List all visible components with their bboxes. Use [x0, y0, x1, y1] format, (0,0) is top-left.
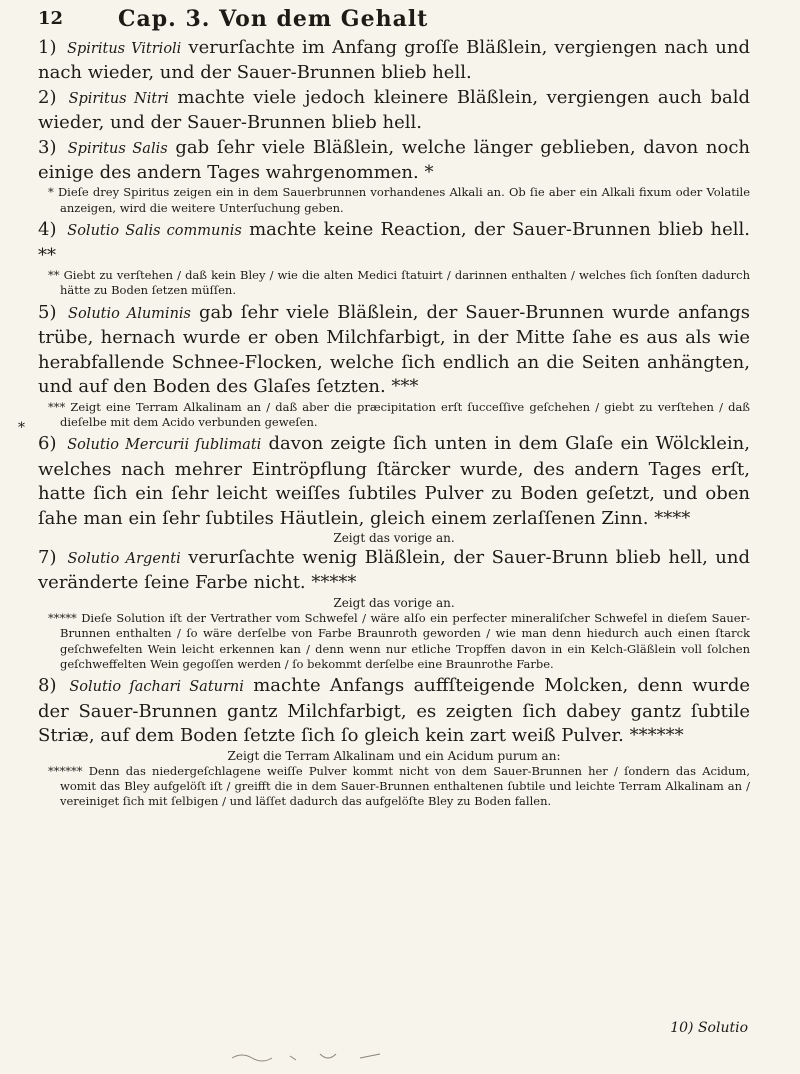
entry-latin-term: Solutio ſachari Saturni	[69, 679, 244, 696]
entry-latin-term: Spiritus Vitrioli	[67, 41, 182, 57]
entry-number: 7)	[38, 546, 57, 568]
running-title: Cap. 3. Von dem Gehalt	[118, 6, 429, 32]
entry-latin-term: Solutio Argenti	[67, 550, 181, 567]
entry-number: 5)	[38, 301, 57, 323]
footnote-6: Zeigt das vorige an.	[333, 530, 455, 545]
entry-latin-term: Solutio Aluminis	[68, 305, 191, 322]
entry-2	[38, 86, 750, 136]
entry-latin-term: Solutio Salis communis	[67, 223, 242, 240]
footnote-5: *** Zeigt eine Terram Alkalinam an / daß aber die præcipitation erſt ſucceſſive geſchehen / giebt zu verſtehen / daß dieſelbe mit dem Acido verbunden geweſen.	[48, 399, 750, 429]
entry-5	[38, 301, 750, 400]
entry-text: machte keine Reaction, der Sauer-Brunnen blieb hell. **	[38, 219, 750, 266]
page-number: 12	[38, 8, 64, 29]
entry-7	[38, 546, 750, 596]
entry-text: verurſachte im Anfang groſſe Bläßlein, vergiengen nach und nach wieder, und der Sauer-Brunnen blieb hell.	[38, 37, 750, 84]
entry-text: gab ſehr viele Bläßlein, der Sauer-Brunnen wurde anfangs trübe, hernach wurde er oben Milchfarbigt, in der Mitte ſahe es aus als wie herabfallende Schnee-Flocken, welche ſich endlich an die Seiten anhängten, und auf den Boden des Glaſes ſetzten. ***	[38, 301, 750, 398]
entry-number: 6)	[38, 433, 57, 455]
entry-6	[38, 432, 750, 531]
page-header	[38, 6, 750, 36]
entry-text: gab ſehr viele Bläßlein, welche länger geblieben, davon noch einige des andern Tages wahrgenommen. *	[38, 136, 750, 184]
entry-latin-term: Solutio Mercurii ſublimati	[67, 437, 262, 454]
footnote-8: ****** Denn das niedergeſchlagene weiſſe Pulver kommt nicht von dem Sauer-Brunnen her / ſondern das Acidum, womit das Bley aufgelöſt iſt / greifft die in dem Sauer-Brunnen enthaltenen ſubtile und leichte Terram Alkalinam an / vereiniget ſich mit ſelbigen / und läſſet dadurch das aufgelöſte Bley zu Boden fallen.	[48, 763, 750, 809]
entry-text: davon zeigte ſich unten in dem Glaſe ein Wölcklein, welches nach mehrer Eintröpflung ſtärcker wurde, des andern Tages erſt, hatte ſich ein ſehr leicht weiſſes ſubtiles Pulver zu Boden geſetzt, und oben ſahe man ein ſehr ſubtiles Häutlein, gleich einem zerlaſſenen Zinn. ****	[38, 433, 750, 529]
entry-1	[38, 36, 750, 86]
entry-latin-term: Spiritus Salis	[67, 140, 168, 157]
margin-mark-icon: *	[18, 420, 25, 436]
entry-number: 8)	[38, 675, 57, 697]
entry-number: 4)	[38, 219, 57, 241]
entry-number: 2)	[38, 86, 57, 108]
footnote-8-short: Zeigt die Terram Alkalinam und ein Acidum purum an:	[227, 748, 561, 763]
entry-text: machte viele jedoch kleinere Bläßlein, vergiengen auch bald wieder, und der Sauer-Brunnen blieb hell.	[38, 86, 751, 134]
catchword: 10) Solutio	[670, 1020, 748, 1036]
entry-latin-term: Spiritus Nitri	[68, 90, 169, 107]
footnote-7-short: Zeigt das vorige an.	[333, 595, 455, 610]
entry-text: verurſachte wenig Bläßlein, der Sauer-Brunn blieb hell, und veränderte ſeine Farbe nicht. *****	[38, 546, 750, 594]
entry-3	[38, 136, 750, 186]
margin-scribble-icon	[230, 1048, 410, 1064]
entry-number: 1)	[38, 37, 57, 58]
entry-text: machte Anfangs auffſteigende Molcken, denn wurde der Sauer-Brunnen gantz Milchfarbigt, es zeigten ſich dabey gantz ſubtile Striæ, auf dem Boden ſetzte ſich ſo gleich kein zart weiß Pulver. ******	[38, 675, 750, 747]
footnote-3: * Dieſe drey Spiritus zeigen ein in dem Sauerbrunnen vorhandenes Alkali an. Ob ſie aber ein Alkali fixum oder Volatile anzeigen, wird die weitere Unterſuchung geben.	[48, 185, 750, 215]
footnote-7: ***** Dieſe Solution iſt der Vertrather vom Schwefel / wäre alſo ein perfecter mineraliſcher Schwefel in dieſem Sauer-Brunnen enthalten / ſo wäre derſelbe von Farbe Braunroth geworden / wie man denn hiedurch auch einen ſtarck geſchwefelten Wein leicht erkennen kan / denn wenn nur etliche Tropffen davon in ein Kelch-Gläßlein voll ſolchen geſchweffelten Wein gegoſſen werden / ſo bekommt derſelbe eine Braunrothe Farbe.	[48, 610, 750, 671]
entry-number: 3)	[38, 136, 57, 158]
entry-8	[38, 674, 750, 748]
entry-4	[38, 218, 750, 268]
footnote-4: ** Giebt zu verſtehen / daß kein Bley / wie die alten Medici ſtatuirt / darinnen enthalten / welches ſich ſonſten dadurch hätte zu Boden ſetzen müſſen.	[48, 268, 750, 298]
